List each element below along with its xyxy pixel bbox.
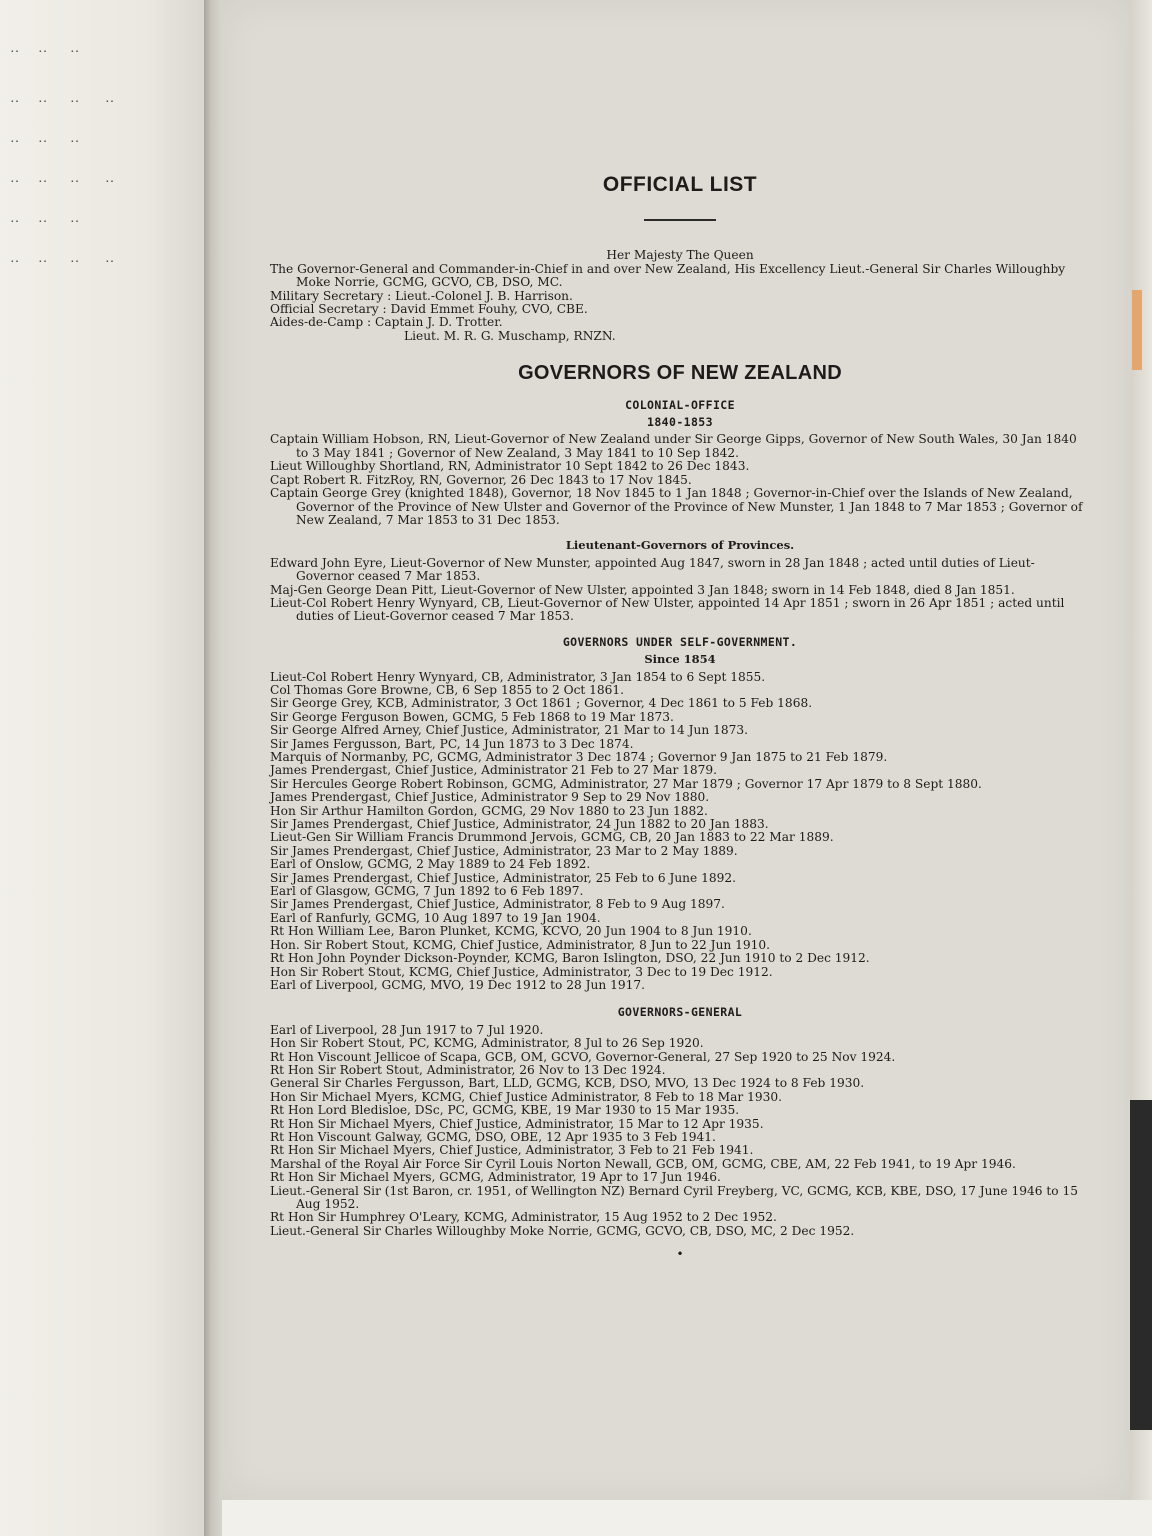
list-entry: Sir Hercules George Robert Robinson, GCMG, Administrator, 27 Mar 1879 ; Governor 17 Apr 1879 to 8 Sept 1880. — [270, 776, 982, 791]
orange-tab — [1132, 290, 1142, 370]
bottom-edge — [222, 1500, 1152, 1536]
list-entry: Captain George Grey (knighted 1848), Governor, 18 Nov 1845 to 1 Jan 1848 ; Governor-in-Chief over the Islands of New Zealand, Governor of the Province of New Ulster and Governor of the Province of New Munster, 1 Jan 1848 to 7 Mar 1853 ; Governor of New Zealand, 7 Mar 1853 to 31 Dec 1853. — [270, 486, 1083, 527]
list-entry: Rt Hon Sir Michael Myers, Chief Justice, Administrator, 3 Feb to 21 Feb 1941. — [270, 1143, 754, 1158]
list-entry: Edward John Eyre, Lieut-Governor of New Munster, appointed Aug 1847, sworn in 28 Jan 1848 ; acted until duties of Lieut-Governor ceased 7 Mar 1853. — [270, 555, 1035, 584]
list-entry: Earl of Onslow, GCMG, 2 May 1889 to 24 Feb 1892. — [270, 857, 591, 872]
list-entry: James Prendergast, Chief Justice, Administrator 9 Sep to 29 Nov 1880. — [270, 790, 710, 805]
list-entry: Capt Robert R. FitzRoy, RN, Governor, 26 Dec 1843 to 17 Nov 1845. — [270, 472, 692, 487]
list-entry: Sir James Prendergast, Chief Justice, Administrator, 8 Feb to 9 Aug 1897. — [270, 897, 725, 912]
colonial-years: 1840-1853 — [647, 415, 713, 430]
official-entry: Official Secretary : David Emmet Fouhy, CVO, CBE. — [270, 302, 588, 317]
book-gutter — [204, 0, 222, 1536]
list-entry: Sir George Ferguson Bowen, GCMG, 5 Feb 1868 to 19 Mar 1873. — [270, 709, 674, 724]
lieutenant-list — [270, 557, 1090, 624]
list-entry: Lieut-Col Robert Henry Wynyard, CB, Administrator, 3 Jan 1854 to 6 Sept 1855. — [270, 669, 766, 684]
list-entry: Rt Hon Viscount Galway, GCMG, DSO, OBE, 12 Apr 1935 to 3 Feb 1941. — [270, 1129, 716, 1144]
self-government-heading: GOVERNORS UNDER SELF-GOVERNMENT. — [562, 634, 798, 649]
list-entry: James Prendergast, Chief Justice, Administrator 21 Feb to 27 Mar 1879. — [270, 763, 718, 778]
list-entry: Hon Sir Robert Stout, PC, KCMG, Administrator, 8 Jul to 26 Sep 1920. — [270, 1036, 704, 1051]
page-title: OFFICIAL LIST — [602, 173, 758, 196]
list-entry: Rt Hon William Lee, Baron Plunket, KCMG, KCVO, 20 Jun 1904 to 8 Jun 1910. — [270, 924, 752, 939]
dark-cover-edge — [1130, 1100, 1152, 1430]
list-entry: Rt Hon Sir Michael Myers, Chief Justice, Administrator, 15 Mar to 12 Apr 1935. — [270, 1116, 764, 1131]
list-entry: Earl of Ranfurly, GCMG, 10 Aug 1897 to 19 Jan 1904. — [270, 910, 601, 925]
list-entry: Hon Sir Arthur Hamilton Gordon, GCMG, 29 Nov 1880 to 23 Jun 1882. — [270, 803, 708, 818]
list-entry: Col Thomas Gore Browne, CB, 6 Sep 1855 to 2 Oct 1861. — [270, 682, 625, 697]
list-entry: Hon. Sir Robert Stout, KCMG, Chief Justice, Administrator, 8 Jun to 22 Jun 1910. — [270, 937, 771, 952]
facing-page-marks: ‥ ‥ ‥ ‥ ‥ ‥ ‥ ‥ ‥ ‥ ‥ ‥ ‥ ‥ ‥ ‥ ‥ ‥ ‥ ‥ ‥ — [10, 40, 117, 266]
title-rule — [644, 219, 716, 221]
left-page-edge — [0, 0, 208, 1536]
list-entry: Rt Hon Lord Bledisloe, DSc, PC, GCMG, KBE, 19 Mar 1930 to 15 Mar 1935. — [270, 1103, 740, 1118]
list-entry: Lieut.-General Sir (1st Baron, cr. 1951, of Wellington NZ) Bernard Cyril Freyberg, VC, GCMG, KCB, KBE, DSO, 17 June 1946 to 15 Aug 1952. — [270, 1183, 1078, 1211]
list-entry: Sir George Grey, KCB, Administrator, 3 Oct 1861 ; Governor, 4 Dec 1861 to 5 Feb 1868. — [270, 696, 813, 711]
end-mark: • — [676, 1247, 684, 1262]
self-government-since: Since 1854 — [644, 652, 716, 667]
page-content — [270, 173, 1090, 1262]
self-government-list — [270, 671, 1090, 993]
list-entry: Earl of Liverpool, GCMG, MVO, 19 Dec 1912 to 28 Jun 1917. — [270, 977, 645, 992]
list-entry: Rt Hon Sir Humphrey O'Leary, KCMG, Administrator, 15 Aug 1952 to 2 Dec 1952. — [270, 1210, 777, 1225]
governors-general-heading: GOVERNORS-GENERAL — [617, 1005, 743, 1020]
lieutenant-heading: Lieutenant-Governors of Provinces. — [565, 538, 795, 553]
list-entry: Marshal of the Royal Air Force Sir Cyril Louis Norton Newall, GCB, OM, GCMG, CBE, AM, 22 Feb 1941, to 19 Apr 1946. — [270, 1156, 1016, 1171]
queen-line: Her Majesty The Queen — [606, 248, 754, 263]
governors-general-list — [270, 1024, 1090, 1239]
list-entry: Earl of Glasgow, GCMG, 7 Jun 1892 to 6 Feb 1897. — [270, 884, 584, 899]
list-entry: Sir James Fergusson, Bart, PC, 14 Jun 1873 to 3 Dec 1874. — [270, 736, 634, 751]
list-entry: Earl of Liverpool, 28 Jun 1917 to 7 Jul 1920. — [270, 1022, 544, 1037]
list-entry: Rt Hon Sir Robert Stout, Administrator, 26 Nov to 13 Dec 1924. — [270, 1062, 666, 1077]
list-entry: Sir James Prendergast, Chief Justice, Administrator, 24 Jun 1882 to 20 Jan 1883. — [270, 817, 769, 832]
list-entry: Lieut Willoughby Shortland, RN, Administrator 10 Sept 1842 to 26 Dec 1843. — [270, 459, 750, 474]
list-entry: Sir George Alfred Arney, Chief Justice, Administrator, 21 Mar to 14 Jun 1873. — [270, 723, 748, 738]
list-entry: Marquis of Normanby, PC, GCMG, Administrator 3 Dec 1874 ; Governor 9 Jan 1875 to 21 Feb 1879. — [270, 750, 888, 764]
list-entry: Lieut-Col Robert Henry Wynyard, CB, Lieut-Governor of New Ulster, appointed 14 Apr 1851 ; sworn in 26 Apr 1851 ; acted until duties of Lieut-Governor ceased 7 Mar 1853. — [270, 595, 1065, 624]
colonial-list — [270, 433, 1090, 527]
official-entry: The Governor-General and Commander-in-Chief in and over New Zealand, His Excellency Lieut.-General Sir Charles Willoughby Moke Norrie, GCMG, GCVO, CB, DSO, MC. — [270, 261, 1066, 290]
official-entry: Lieut. M. R. G. Muschamp, RNZN. — [404, 328, 616, 343]
list-entry: Rt Hon Sir Michael Myers, GCMG, Administrator, 19 Apr to 17 Jun 1946. — [270, 1170, 721, 1185]
list-entry: Hon Sir Michael Myers, KCMG, Chief Justice Administrator, 8 Feb to 18 Mar 1930. — [270, 1089, 782, 1104]
official-entry: Aides-de-Camp : Captain J. D. Trotter. — [270, 315, 503, 330]
list-entry: Sir James Prendergast, Chief Justice, Administrator, 23 Mar to 2 May 1889. — [270, 843, 738, 858]
list-entry: Sir James Prendergast, Chief Justice, Administrator, 25 Feb to 6 June 1892. — [270, 870, 737, 885]
list-entry: Lieut-Gen Sir William Francis Drummond Jervois, GCMG, CB, 20 Jan 1883 to 22 Mar 1889. — [270, 830, 834, 845]
list-entry: Lieut.-General Sir Charles Willoughby Moke Norrie, GCMG, GCVO, CB, DSO, MC, 2 Dec 1952. — [270, 1223, 855, 1238]
list-entry: Captain William Hobson, RN, Lieut-Governor of New Zealand under Sir George Gipps, Governor of New South Wales, 30 Jan 1840 to 3 May 1841 ; Governor of New Zealand, 3 May 1841 to 10 Sep 1842. — [270, 432, 1077, 460]
list-entry: General Sir Charles Fergusson, Bart, LLD, GCMG, KCB, DSO, MVO, 13 Dec 1924 to 8 Feb 1930. — [270, 1076, 865, 1091]
list-entry: Rt Hon John Poynder Dickson-Poynder, KCMG, Baron Islington, DSO, 22 Jun 1910 to 2 Dec 1912. — [270, 951, 870, 966]
official-entry: Military Secretary : Lieut.-Colonel J. B. Harrison. — [270, 288, 573, 303]
list-entry: Maj-Gen George Dean Pitt, Lieut-Governor of New Ulster, appointed 3 Jan 1848; sworn in 14 Feb 1848, died 8 Jan 1851. — [270, 582, 1015, 597]
governors-heading: GOVERNORS OF NEW ZEALAND — [518, 362, 842, 385]
book-page — [222, 0, 1130, 1500]
colonial-heading: COLONIAL-OFFICE — [625, 397, 735, 412]
list-entry: Hon Sir Robert Stout, KCMG, Chief Justice, Administrator, 3 Dec to 19 Dec 1912. — [270, 964, 773, 979]
list-entry: Rt Hon Viscount Jellicoe of Scapa, GCB, OM, GCVO, Governor-General, 27 Sep 1920 to 25 Nov 1924. — [270, 1049, 896, 1064]
